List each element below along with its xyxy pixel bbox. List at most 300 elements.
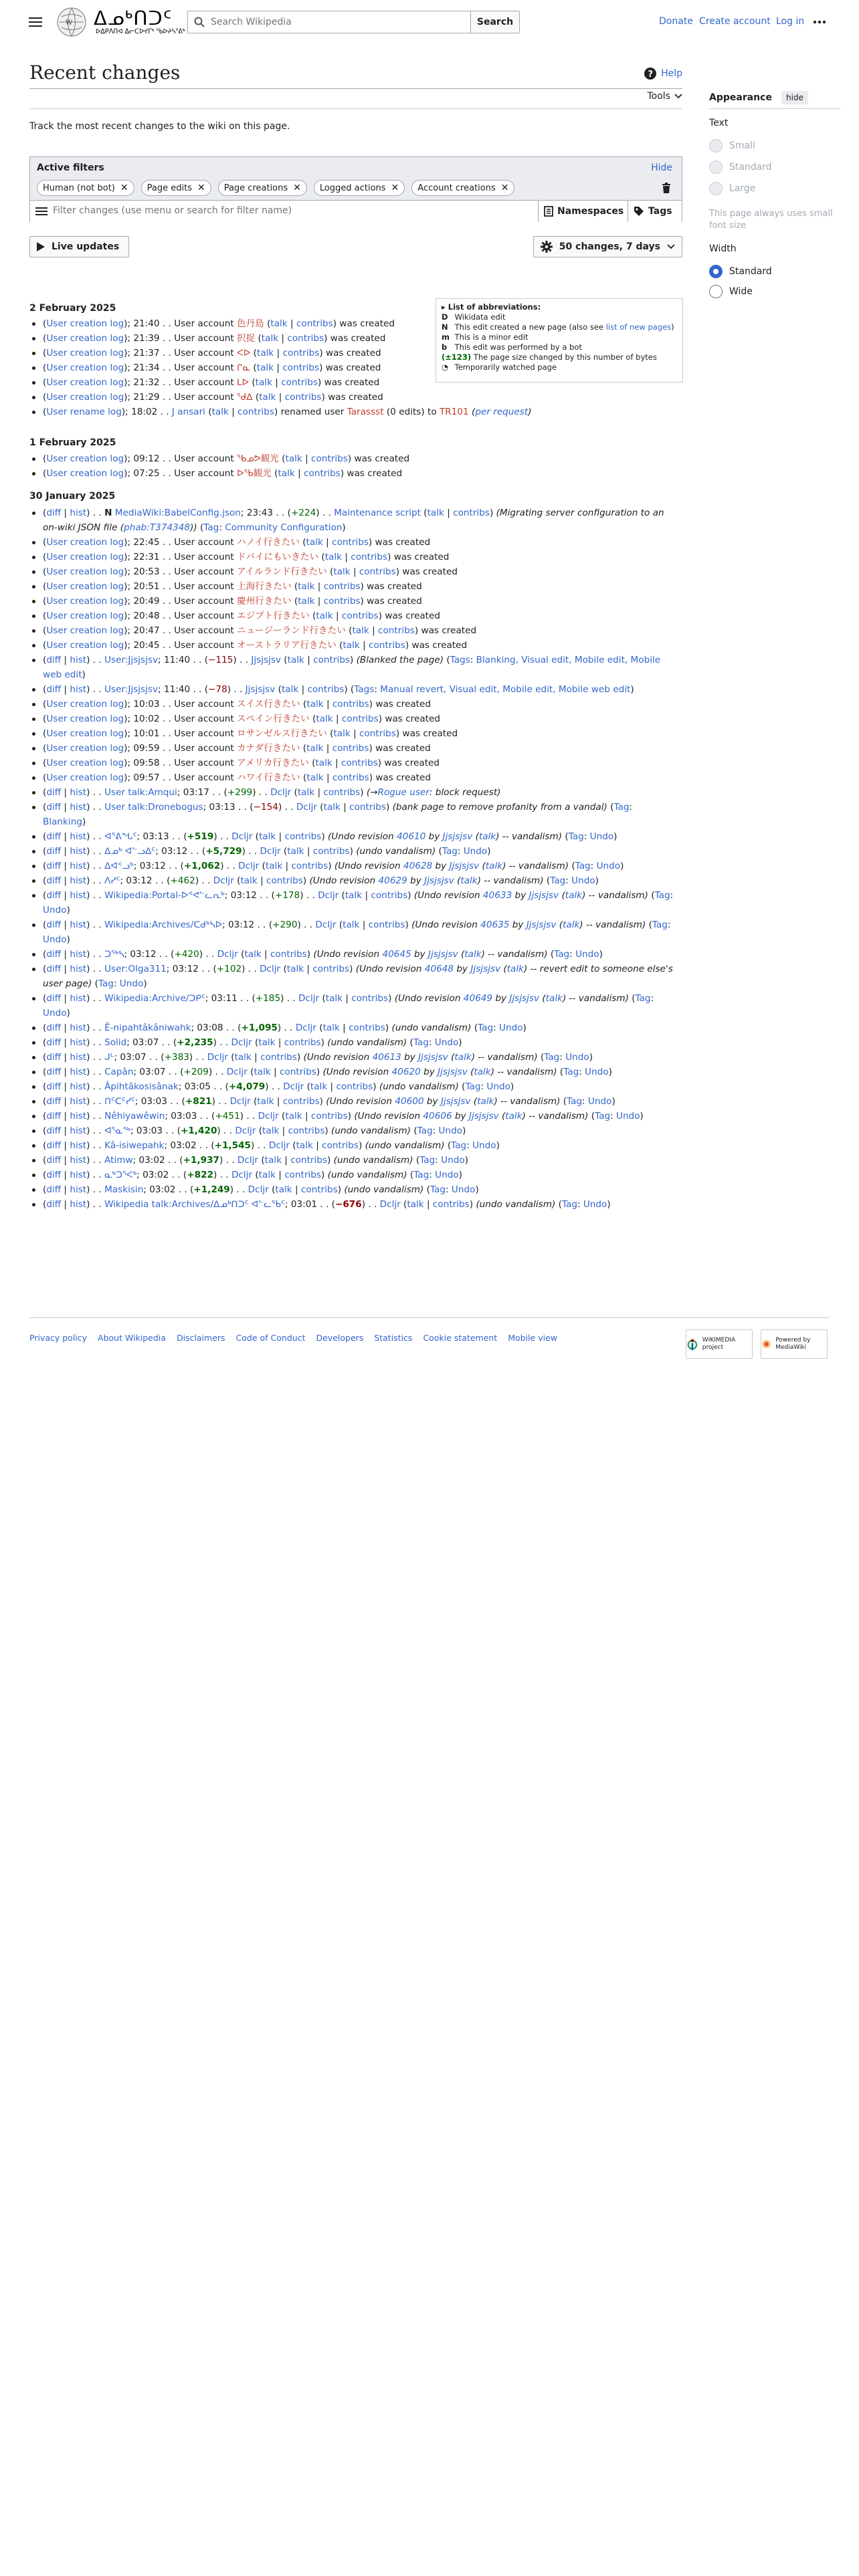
user-link[interactable]: Dcljr	[238, 861, 260, 871]
hist-link[interactable]: hist	[70, 787, 87, 798]
tags-link[interactable]: Tag	[413, 1037, 429, 1048]
filter-chip[interactable]	[314, 180, 405, 196]
user-link[interactable]: アイルランド行きたい	[236, 566, 327, 577]
changes-count-button[interactable]	[533, 236, 682, 257]
revision-link[interactable]: 40648	[424, 964, 454, 974]
page-link[interactable]: Capân	[104, 1067, 134, 1077]
tag-link[interactable]: Undo	[585, 1067, 609, 1077]
diff-link[interactable]: diff	[46, 1199, 62, 1210]
talk-link[interactable]: talk	[264, 1155, 282, 1166]
diff-link[interactable]: diff	[46, 1037, 62, 1048]
page-link[interactable]: ᐊᕐᕕᖓᑦ	[104, 831, 137, 842]
user-link[interactable]: Jjsjsjsv	[251, 655, 281, 665]
contribs-link[interactable]: contribs	[282, 1096, 320, 1107]
diff-link[interactable]: diff	[46, 1023, 62, 1033]
page-link[interactable]: User:Jjsjsjsv	[104, 684, 159, 695]
page-link[interactable]: ᐃᓄᒃ ᐊᓪᓗᐃᑦ	[104, 846, 156, 857]
talk-link[interactable]: talk	[345, 890, 363, 901]
tags-link[interactable]: Tags	[354, 684, 375, 695]
hist-link[interactable]: hist	[70, 1125, 87, 1136]
talk-link[interactable]: talk	[310, 1081, 328, 1092]
talk-link[interactable]: talk	[286, 964, 304, 974]
tags-link[interactable]: Tag	[652, 920, 668, 930]
contribs-link[interactable]: contribs	[332, 743, 369, 754]
tags-link[interactable]: Tag	[98, 978, 114, 989]
footer-link[interactable]: About Wikipedia	[98, 1333, 166, 1343]
contribs-link[interactable]: contribs	[378, 625, 415, 636]
diff-link[interactable]: diff	[46, 684, 62, 695]
donate-link[interactable]: Donate	[659, 16, 693, 27]
talk-link[interactable]: talk	[464, 949, 482, 960]
create-account-link[interactable]: Create account	[699, 16, 771, 27]
tags-link[interactable]: Tags	[450, 655, 470, 665]
revision-link[interactable]: 40628	[403, 861, 433, 871]
main-menu-button[interactable]	[25, 13, 44, 31]
user-link[interactable]: Jjsjsjsv	[526, 920, 557, 930]
talk-link[interactable]: talk	[244, 949, 262, 960]
tags-link[interactable]: Tag	[451, 1140, 467, 1151]
tag-link[interactable]: Undo	[472, 1140, 496, 1151]
talk-link[interactable]: talk	[352, 625, 369, 636]
tag-link[interactable]: Undo	[441, 1155, 465, 1166]
filter-chip[interactable]	[218, 180, 307, 196]
log-link[interactable]: User creation log	[46, 714, 124, 724]
tag-link[interactable]: Community Configuration	[225, 522, 343, 533]
more-options-icon[interactable]	[812, 15, 827, 29]
talk-link[interactable]: talk	[478, 831, 496, 842]
tag-link[interactable]: Undo	[575, 949, 599, 960]
user-link[interactable]: Jjsjsjsv	[438, 1067, 468, 1077]
log-link[interactable]: User creation log	[46, 728, 124, 739]
search-input[interactable]	[211, 12, 465, 32]
diff-link[interactable]: diff	[46, 1052, 62, 1063]
contribs-link[interactable]: contribs	[341, 611, 379, 621]
talk-link[interactable]: talk	[287, 846, 304, 857]
tag-link[interactable]: Undo	[486, 1081, 510, 1092]
new-pages-link[interactable]: list of new pages	[605, 322, 672, 332]
log-link[interactable]: User creation log	[46, 581, 124, 592]
hist-link[interactable]: hist	[70, 846, 87, 857]
user-link[interactable]: ᐸᐅ	[236, 348, 251, 358]
page-link[interactable]: MediaWiki:BabelConfig.json	[114, 508, 241, 518]
talk-link[interactable]: talk	[234, 1052, 252, 1063]
hist-link[interactable]: hist	[70, 1037, 87, 1048]
log-link[interactable]: User creation log	[46, 758, 124, 768]
user-link[interactable]: Dcljr	[235, 1125, 256, 1136]
contribs-link[interactable]: contribs	[266, 875, 303, 886]
filter-chip[interactable]	[37, 180, 134, 196]
page-link[interactable]: User talk:Dronebogus	[104, 802, 203, 813]
talk-link[interactable]: talk	[262, 1125, 280, 1136]
tags-link[interactable]: Tag	[430, 1184, 446, 1195]
user-link[interactable]: ᖁᐃ	[236, 392, 253, 403]
diff-link[interactable]: diff	[46, 846, 62, 857]
filter-chip[interactable]	[411, 180, 514, 196]
revision-link[interactable]: 40649	[463, 993, 493, 1004]
tag-link[interactable]: Undo	[119, 978, 144, 989]
diff-link[interactable]: diff	[46, 949, 62, 960]
user-link[interactable]: Dcljr	[318, 890, 339, 901]
talk-link[interactable]: talk	[306, 743, 324, 754]
diff-link[interactable]: diff	[46, 802, 62, 813]
page-link[interactable]: Wikipedia:Portal-ᐅᕝᕙᓪᓚᕆᒃ	[104, 890, 225, 901]
diff-link[interactable]: diff	[46, 1184, 62, 1195]
contribs-link[interactable]: contribs	[332, 699, 369, 710]
user-link[interactable]: Dcljr	[226, 1067, 248, 1077]
tags-button[interactable]	[628, 201, 678, 222]
filter-menu-icon[interactable]	[35, 206, 47, 217]
talk-link[interactable]: talk	[257, 1096, 274, 1107]
contribs-link[interactable]: contribs	[369, 640, 405, 651]
tools-menu[interactable]	[648, 91, 683, 102]
user-link[interactable]: Dcljr	[231, 1170, 253, 1180]
user-link[interactable]: Dcljr	[270, 787, 292, 798]
contribs-link[interactable]: contribs	[311, 453, 348, 464]
tags-link[interactable]: Tag	[654, 890, 670, 901]
talk-link[interactable]: talk	[333, 566, 351, 577]
page-link[interactable]: User:Olga311	[104, 964, 167, 974]
site-wordmark[interactable]: ᐃᓄᒃᑎᑐᑦ	[94, 7, 173, 29]
user-link[interactable]: Jjsjsjsv	[428, 949, 458, 960]
page-link[interactable]: Wikipedia talk:Archives/ᐃᓄᒃᑎᑐᑦ ᐊᓪᓚᖃᑦ	[104, 1199, 285, 1210]
tags-link[interactable]: Tag	[561, 1199, 577, 1210]
page-link[interactable]: ᑎᑦᑕᑦᓯᑦ	[104, 1096, 135, 1107]
user-link[interactable]: Jjsjsjsv	[440, 1096, 471, 1107]
tag-link[interactable]: Undo	[616, 1111, 640, 1121]
talk-link[interactable]: talk	[265, 861, 283, 871]
user-link[interactable]: Dcljr	[237, 1155, 259, 1166]
contribs-link[interactable]: contribs	[453, 508, 490, 518]
user-link[interactable]: Dcljr	[379, 1199, 401, 1210]
width-wide-radio[interactable]	[709, 285, 753, 298]
contribs-link[interactable]: contribs	[432, 1199, 470, 1210]
tags-link[interactable]: Tag	[544, 1052, 560, 1063]
talk-link[interactable]: talk	[454, 1052, 472, 1063]
tag-link[interactable]: Undo	[434, 1037, 459, 1048]
footer-link[interactable]: Developers	[316, 1333, 364, 1343]
talk-link[interactable]: talk	[325, 993, 343, 1004]
talk-link[interactable]: talk	[333, 728, 351, 739]
log-in-link[interactable]: Log in	[776, 16, 805, 27]
talk-link[interactable]: talk	[287, 655, 304, 665]
revision-link[interactable]: 40613	[372, 1052, 401, 1063]
diff-link[interactable]: diff	[46, 1170, 62, 1180]
user-link[interactable]: ᒪᐅ	[236, 377, 250, 388]
diff-link[interactable]: diff	[46, 1111, 62, 1121]
footer-link[interactable]: Disclaimers	[176, 1333, 225, 1343]
user-link[interactable]: Dcljr	[315, 920, 337, 930]
user-link[interactable]: ハワイ行きたい	[236, 772, 300, 783]
trash-icon[interactable]	[662, 183, 671, 193]
radio-circle[interactable]	[709, 285, 723, 298]
close-icon[interactable]: ✕	[120, 183, 128, 193]
talk-link[interactable]: talk	[343, 640, 360, 651]
live-updates-button[interactable]	[29, 236, 129, 257]
tags-link[interactable]: Tag	[203, 522, 219, 533]
hist-link[interactable]: hist	[70, 875, 87, 886]
contribs-link[interactable]: contribs	[341, 758, 378, 768]
diff-link[interactable]: diff	[46, 1096, 62, 1107]
wikimedia-badge[interactable]	[686, 1329, 753, 1359]
log-link[interactable]: User creation log	[46, 699, 124, 710]
hist-link[interactable]: hist	[70, 1199, 87, 1210]
user-link[interactable]: Dcljr	[260, 846, 281, 857]
log-link[interactable]: User creation log	[46, 377, 124, 388]
revision-link[interactable]: 40600	[395, 1096, 424, 1107]
user-link[interactable]: Dcljr	[268, 1140, 290, 1151]
talk-link[interactable]: talk	[316, 714, 333, 724]
hist-link[interactable]: hist	[70, 684, 87, 695]
talk-link[interactable]: talk	[258, 831, 276, 842]
talk-link[interactable]: talk	[505, 1111, 522, 1121]
tag-link[interactable]: Undo	[583, 1199, 607, 1210]
user-link[interactable]: Jjsjsjsv	[509, 993, 540, 1004]
talk-link[interactable]: talk	[270, 318, 288, 329]
talk-link[interactable]: talk	[315, 758, 332, 768]
contribs-link[interactable]: contribs	[323, 581, 361, 592]
tags-link[interactable]: Tag	[413, 1170, 430, 1180]
log-link[interactable]: User creation log	[46, 333, 124, 344]
close-icon[interactable]: ✕	[500, 183, 509, 193]
contribs-link[interactable]: contribs	[270, 949, 307, 960]
hist-link[interactable]: hist	[70, 1170, 87, 1180]
user-link[interactable]: Jjsjsjsv	[529, 890, 559, 901]
talk-link[interactable]: talk	[563, 920, 580, 930]
contribs-link[interactable]: contribs	[284, 392, 322, 403]
tags-link[interactable]: Tag	[478, 1023, 494, 1033]
contribs-link[interactable]: contribs	[304, 468, 341, 479]
contribs-link[interactable]: contribs	[341, 714, 379, 724]
tag-link[interactable]: Undo	[43, 905, 67, 916]
log-link[interactable]: User creation log	[46, 611, 124, 621]
page-link[interactable]: Atimw	[104, 1155, 133, 1166]
user-link[interactable]: アメリカ行きたい	[236, 758, 309, 768]
log-link[interactable]: User rename log	[46, 407, 122, 417]
talk-link[interactable]: talk	[460, 875, 478, 886]
diff-link[interactable]: diff	[46, 861, 62, 871]
talk-link[interactable]: talk	[275, 1184, 292, 1195]
log-link[interactable]: User creation log	[46, 596, 124, 607]
user-link[interactable]: Maintenance script	[334, 508, 421, 518]
contribs-link[interactable]: contribs	[280, 1067, 316, 1077]
hist-link[interactable]: hist	[70, 802, 87, 813]
tag-link[interactable]: Undo	[565, 1052, 589, 1063]
page-link[interactable]: ᒍᒡ	[104, 1052, 114, 1063]
help-link[interactable]	[644, 67, 682, 80]
tag-link[interactable]: Undo	[435, 1170, 459, 1180]
talk-link[interactable]: talk	[545, 993, 563, 1004]
talk-link[interactable]: talk	[477, 1096, 494, 1107]
talk-link[interactable]: talk	[256, 362, 274, 373]
filter-chip[interactable]	[141, 180, 211, 196]
contribs-link[interactable]: contribs	[332, 772, 369, 783]
log-link[interactable]: User creation log	[46, 537, 124, 548]
user-link[interactable]: エジプト行きたい	[236, 611, 310, 621]
hist-link[interactable]: hist	[70, 1067, 87, 1077]
contribs-link[interactable]: contribs	[371, 890, 408, 901]
contribs-link[interactable]: contribs	[312, 846, 350, 857]
tags-link[interactable]: Tag	[442, 846, 458, 857]
contribs-link[interactable]: contribs	[282, 362, 320, 373]
talk-link[interactable]: talk	[565, 890, 583, 901]
talk-link[interactable]: talk	[322, 1023, 340, 1033]
contribs-link[interactable]: contribs	[287, 333, 324, 344]
tag-link[interactable]: Blanking, Visual edit, Mobile edit, Mobile web edit	[43, 655, 661, 680]
diff-link[interactable]: diff	[46, 787, 62, 798]
contribs-link[interactable]: contribs	[323, 596, 361, 607]
talk-link[interactable]: talk	[261, 333, 279, 344]
page-link[interactable]: Maskisin	[104, 1184, 144, 1195]
page-link[interactable]: Wikipedia:Archive/ᑐᑭᑦ	[104, 993, 205, 1004]
user-link[interactable]: Dcljr	[229, 1096, 251, 1107]
diff-link[interactable]: diff	[46, 875, 62, 886]
close-icon[interactable]: ✕	[197, 183, 205, 193]
hist-link[interactable]: hist	[70, 920, 87, 930]
user-link[interactable]: Jjsjsjsv	[245, 684, 276, 695]
diff-link[interactable]: diff	[46, 508, 62, 518]
edit-summary[interactable]: per request	[475, 407, 529, 417]
talk-link[interactable]: talk	[281, 684, 299, 695]
contribs-link[interactable]: contribs	[313, 655, 350, 665]
contribs-link[interactable]: contribs	[260, 1052, 297, 1063]
search-box[interactable]	[187, 11, 471, 33]
talk-link[interactable]: talk	[297, 787, 315, 798]
page-link[interactable]: User talk:Amqui	[104, 787, 177, 798]
log-link[interactable]: User creation log	[46, 625, 124, 636]
hist-link[interactable]: hist	[70, 1184, 87, 1195]
footer-link[interactable]: Statistics	[374, 1333, 413, 1343]
appearance-hide-button[interactable]: hide	[781, 91, 808, 104]
log-link[interactable]: User creation log	[46, 640, 124, 651]
diff-link[interactable]: diff	[46, 1067, 62, 1077]
log-link[interactable]: User creation log	[46, 392, 124, 403]
user-link[interactable]: カナダ行きたい	[236, 743, 300, 754]
diff-link[interactable]: diff	[46, 1081, 62, 1092]
page-link[interactable]: Âpihtâkosisânak	[104, 1081, 179, 1092]
tags-link[interactable]: Tag	[613, 802, 630, 813]
talk-link[interactable]: talk	[278, 468, 295, 479]
tags-link[interactable]: Tag	[419, 1155, 436, 1166]
hist-link[interactable]: hist	[70, 964, 87, 974]
page-link[interactable]: Ê-nipahtâkâniwahk	[104, 1023, 191, 1033]
user-link[interactable]: ᒋᓇ	[236, 362, 251, 373]
user-link[interactable]: 色丹島	[236, 318, 264, 329]
diff-link[interactable]: diff	[46, 993, 62, 1004]
contribs-link[interactable]: contribs	[349, 802, 386, 813]
talk-link[interactable]: talk	[324, 552, 342, 562]
talk-link[interactable]: talk	[211, 407, 229, 417]
radio-circle[interactable]	[709, 265, 723, 278]
footer-link[interactable]: Code of Conduct	[235, 1333, 306, 1343]
tag-link[interactable]: Undo	[589, 831, 614, 842]
tag-link[interactable]: Undo	[499, 1023, 523, 1033]
user-link[interactable]: Dcljr	[258, 1111, 279, 1121]
talk-link[interactable]: talk	[296, 1140, 313, 1151]
user-link[interactable]: TR101	[439, 407, 469, 417]
width-standard-radio[interactable]	[709, 265, 772, 278]
user-link[interactable]: オーストラリア行きたい	[236, 640, 337, 651]
tags-link[interactable]: Tag	[550, 875, 566, 886]
talk-link[interactable]: talk	[298, 596, 315, 607]
log-link[interactable]: User creation log	[46, 468, 124, 479]
page-link[interactable]: Nêhiyawêwin	[104, 1111, 165, 1121]
filter-search-row[interactable]	[30, 200, 682, 222]
hist-link[interactable]: hist	[70, 1096, 87, 1107]
hist-link[interactable]: hist	[70, 949, 87, 960]
hist-link[interactable]: hist	[70, 831, 87, 842]
contribs-link[interactable]: contribs	[237, 407, 274, 417]
contribs-link[interactable]: contribs	[359, 566, 396, 577]
hide-filters-link[interactable]: Hide	[651, 163, 672, 173]
tag-link[interactable]: Undo	[43, 934, 67, 945]
talk-link[interactable]: talk	[256, 348, 274, 358]
tag-link[interactable]: Undo	[596, 861, 621, 871]
user-link[interactable]: ハノイ行きたい	[236, 537, 300, 548]
log-link[interactable]: User creation log	[46, 362, 124, 373]
tags-link[interactable]: Tag	[567, 1096, 583, 1107]
diff-link[interactable]: diff	[46, 1155, 62, 1166]
talk-link[interactable]: talk	[316, 611, 333, 621]
tag-link[interactable]: Undo	[451, 1184, 476, 1195]
page-link[interactable]: Wikipedia:Archives/ᑕᑯᒃᓴᐅ	[104, 920, 223, 930]
user-link[interactable]: Dcljr	[217, 949, 238, 960]
tags-link[interactable]: Tag	[595, 1111, 611, 1121]
talk-link[interactable]: talk	[485, 861, 503, 871]
tag-link[interactable]: Undo	[571, 875, 595, 886]
wikipedia-globe-logo[interactable]	[56, 7, 87, 37]
talk-link[interactable]: talk	[258, 1037, 276, 1048]
tag-link[interactable]: Undo	[587, 1096, 612, 1107]
diff-link[interactable]: diff	[46, 920, 62, 930]
page-link[interactable]: ᐱᓯᑦ	[104, 875, 120, 886]
hist-link[interactable]: hist	[70, 1140, 87, 1151]
contribs-link[interactable]: contribs	[322, 1140, 359, 1151]
talk-link[interactable]: talk	[306, 772, 324, 783]
hist-link[interactable]: hist	[70, 1023, 87, 1033]
tags-link[interactable]: Tag	[563, 1067, 579, 1077]
log-link[interactable]: User creation log	[46, 743, 124, 754]
hist-link[interactable]: hist	[70, 1155, 87, 1166]
namespaces-button[interactable]	[538, 201, 629, 222]
log-link[interactable]: User creation log	[46, 566, 124, 577]
talk-link[interactable]: talk	[255, 377, 272, 388]
footer-link[interactable]: Mobile view	[508, 1333, 557, 1343]
talk-link[interactable]: talk	[306, 699, 324, 710]
talk-link[interactable]: talk	[306, 537, 323, 548]
tags-link[interactable]: Tag	[417, 1125, 433, 1136]
tag-link[interactable]: Blanking	[43, 817, 82, 827]
page-link[interactable]: ᐃᐊᑉᓗᒃ	[104, 861, 134, 871]
tag-link[interactable]: Undo	[463, 846, 488, 857]
close-icon[interactable]: ✕	[391, 183, 399, 193]
talk-link[interactable]: talk	[506, 964, 524, 974]
section-link[interactable]: Rogue user	[377, 787, 430, 798]
user-link[interactable]: Jjsjsjsv	[442, 831, 473, 842]
hist-link[interactable]: hist	[70, 993, 87, 1004]
revision-link[interactable]: 40620	[391, 1067, 421, 1077]
contribs-link[interactable]: contribs	[323, 787, 361, 798]
user-link[interactable]: Jjsjsjsv	[470, 964, 501, 974]
contribs-link[interactable]: contribs	[282, 348, 320, 358]
user-link[interactable]: 上海行きたい	[236, 581, 292, 592]
tags-link[interactable]: Tag	[554, 949, 570, 960]
hist-link[interactable]: hist	[70, 1111, 87, 1121]
hist-link[interactable]: hist	[70, 861, 87, 871]
talk-link[interactable]: talk	[427, 508, 444, 518]
contribs-link[interactable]: contribs	[351, 993, 389, 1004]
user-link[interactable]: Jjsjsjsv	[424, 875, 454, 886]
tags-link[interactable]: Tag	[575, 861, 591, 871]
